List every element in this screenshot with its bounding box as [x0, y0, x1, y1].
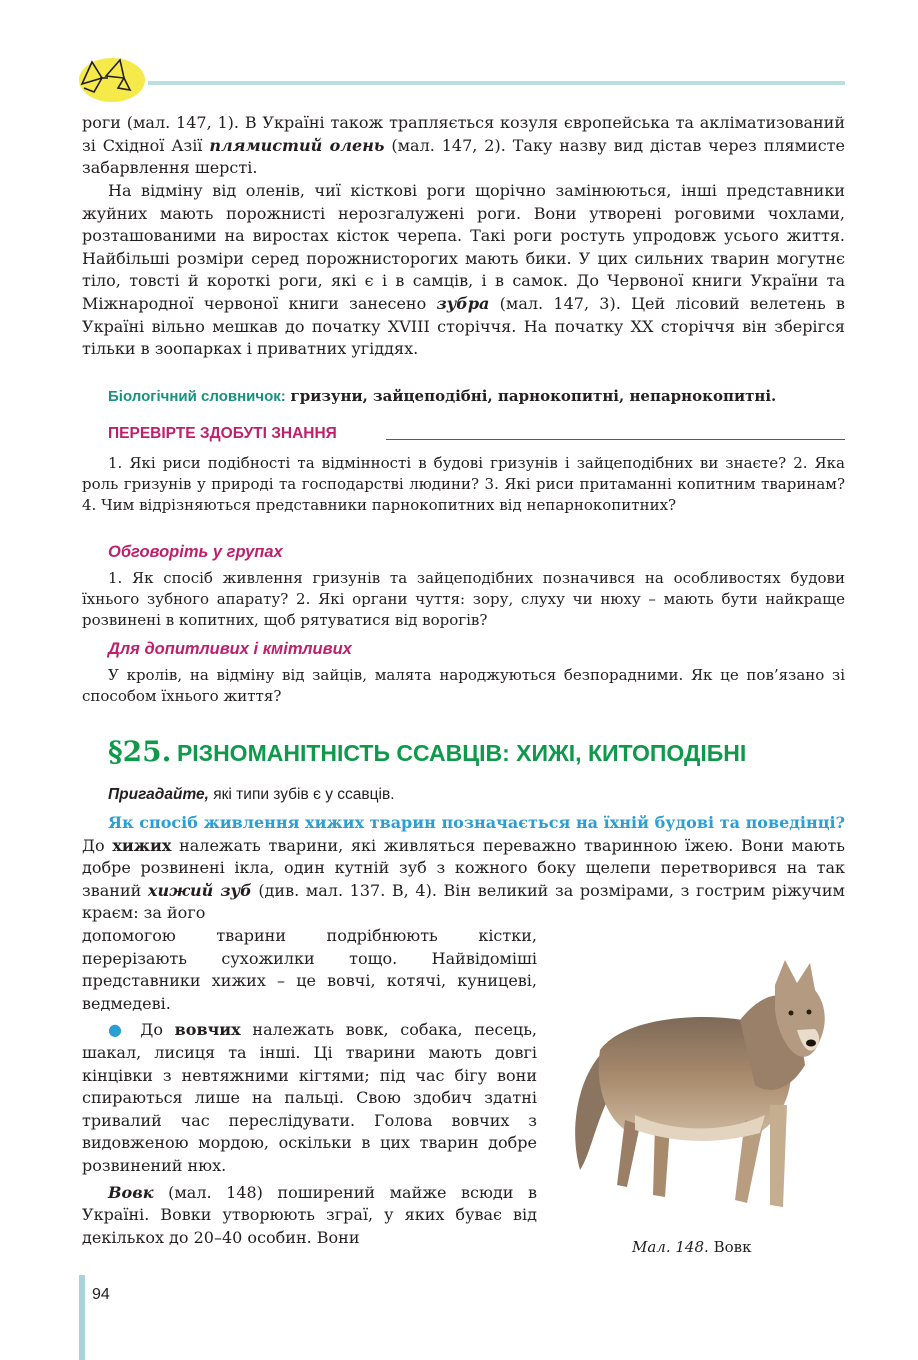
vocabulary-terms: гризуни, зайцеподібні, парнокопитні, непарнокопитні.: [290, 387, 777, 405]
main-paragraph-full: [82, 812, 845, 925]
figure-caption: [632, 1238, 751, 1256]
term-carnassial: хижий зуб: [147, 880, 252, 900]
section-number: §25.: [108, 735, 172, 768]
butterfly-icon: [72, 48, 146, 104]
term-spotted-deer: плямистий олень: [209, 135, 385, 155]
vocabulary-box: [108, 385, 845, 409]
curious-text: [82, 665, 845, 707]
paragraph-horns: [82, 180, 845, 361]
text-run: належать тварини, які живляться переважно тваринною їжею. Вони мають добре розвинені ікла, один кутній зуб з кожного боку щелепи перетворився на так званий: [82, 835, 845, 900]
heading-rule: [386, 439, 845, 440]
check-knowledge-text: [82, 453, 845, 517]
key-question: Як спосіб живлення хижих тварин позначається на їхній будові та поведінці?: [108, 813, 845, 832]
discuss-questions: 1. Як спосіб живлення гризунів та зайцеподібних позначився на особливостях будови їхнього зубного апарату? 2. Які органи чуття: зору, слуху чи нюху – мають бути найкраще розвинені в копитних, щоб рятуватися від ворогів?: [82, 569, 845, 630]
text-run: До: [128, 1020, 175, 1040]
check-knowledge-heading: ПЕРЕВІРТЕ ЗДОБУТІ ЗНАННЯ: [108, 425, 337, 442]
recall-text: які типи зубів є у ссавців.: [208, 786, 395, 803]
term-predators: хижих: [112, 835, 172, 855]
section-title-text: РІЗНОМАНІТНІСТЬ ССАВЦІВ: ХИЖІ, КИТОПОДІБНІ: [176, 740, 747, 766]
wolf-illustration: [565, 955, 845, 1225]
text-run: допомогою тварини подрібнюють кістки, перерізають сухожилки тощо. Найвідоміші представники хижих – це вовчі, котячі, куницеві, ведмедеві.: [82, 926, 537, 1013]
bullet-dot-icon: ●: [108, 1020, 129, 1040]
page-margin-bar: [79, 1275, 85, 1360]
discuss-text: [82, 568, 845, 632]
check-knowledge-questions: 1. Які риси подібності та відмінності в будові гризунів і зайцеподібних ви знаєте? 2. Яка роль гризунів у природі та господарстві людини? 3. Які риси притаманні копитним тваринам? 4. Чим відрізняються представники парнокопитних від непарнокопитних?: [82, 454, 845, 515]
page-number: 94: [92, 1286, 110, 1303]
term-canids: вовчих: [174, 1020, 241, 1040]
recall-prompt: [108, 786, 395, 804]
recall-label: Пригадайте,: [108, 786, 209, 803]
header-rule: [148, 81, 845, 85]
text-run: (мал. 147, 3). Цей лісовий велетень в Україні вільно мешкав до початку XVIII сторіччя. На початку XX сторіччя він зберігся тільки в зоопарках і приватних угіддях.: [82, 293, 846, 359]
text-run: До: [82, 835, 113, 855]
discuss-heading: Обговоріть у групах: [108, 543, 283, 561]
paragraph-continued: [82, 112, 845, 180]
text-run: (мал. 148) поширений майже всюди в Україні. Вовки утворюють зграї, у яких буває від декількох до 20–40 особин. Вони: [82, 1182, 537, 1247]
text-run: роги (мал. 147, 1). В Україні також трапляється козуля європейська та акліматизований зі Східної Азії: [82, 113, 845, 155]
figure-label: Мал. 148.: [632, 1238, 709, 1256]
curious-question: У кролів, на відміну від зайців, малята народжуються безпорадними. Як це пов’язано зі способом їхнього життя?: [82, 666, 845, 706]
text-run: На відміну від оленів, чиї кісткові роги щорічно замінюються, інші представники жуйних мають порожнисті нерозгалужені роги. Вони утворені роговими чохлами, розташованими на виростах кісток черепа. Такі роги ростуть упродовж усього життя. Найбільші розміри серед порожнисторогих мають бики. У цих сильних тварин могутнє тіло, товсті й короткі роги, які є і в самців, і в самок. До Червоної книги України та Міжнародної червоної книги занесено: [82, 181, 845, 313]
term-bison: зубра: [436, 293, 490, 313]
term-wolf: Вовк: [108, 1182, 154, 1202]
main-paragraph-column: [82, 925, 537, 1249]
figure-caption-text: Вовк: [708, 1238, 752, 1256]
vocabulary-label: Біологічний словничок:: [108, 388, 286, 405]
section-title: [108, 735, 746, 768]
curious-heading: Для допитливих і кмітливих: [108, 640, 352, 658]
text-run: (мал. 147, 2). Таку назву вид дістав через плямисте забарвлення шерсті.: [82, 135, 846, 178]
text-run: належать вовк, собака, песець, шакал, лисиця та інші. Ці тварини мають довгі кінцівки з невтяжними кігтями; під час бігу вони спираються лише на пальці. Свою здобич здатні тривалий час переслідувати. Голова вовчих з видовженою мордою, оскільки в цих тварин добре розвинений нюх.: [82, 1020, 537, 1175]
text-run: (див. мал. 137. В, 4). Він великий за розмірами, з гострим ріжучим краєм: за його: [82, 880, 845, 923]
